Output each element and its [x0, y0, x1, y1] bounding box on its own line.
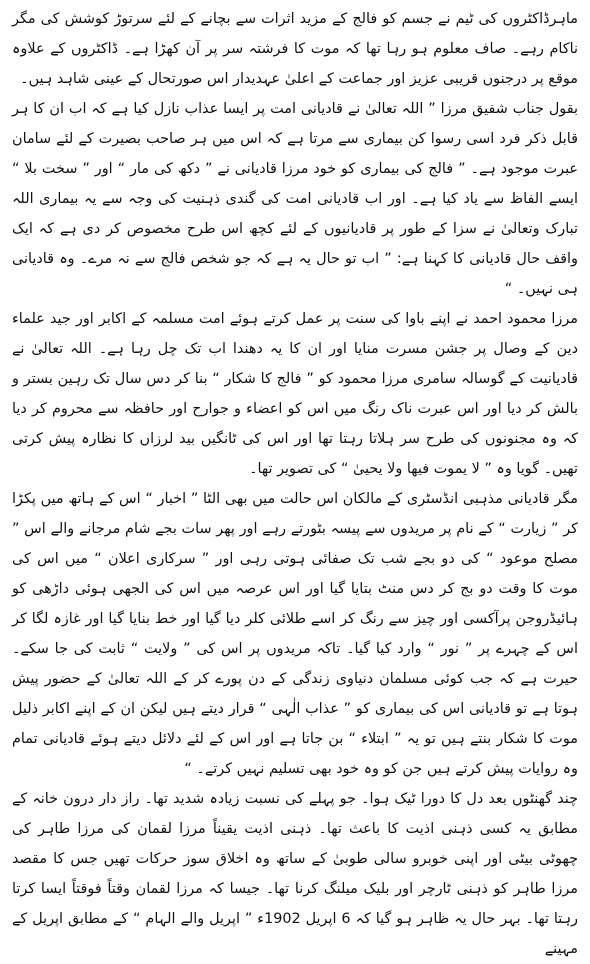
paragraph-5: چند گھنٹوں بعد دل کا دورا ٹیک ہوا۔ جو پہلے کی نسبت زیادہ شدید تھا۔ راز دار درون خانہ کے مطابق یہ کسی ذہنی اذیت کا باعث تھا۔ ذہنی اذیت یقیناً مرزا لقمان کی مرزا طاہر کی چھوٹی بیٹی اور اپنی خوبرو سالی طوبیٰ کے ساتھ وہ اخلاق سوز حرکات تھیں جس کا مقصد مرزا طاہر کو ذہنی ٹارچر اور بلیک میلنگ کرنا تھا۔ جیسا کہ مرزا لقمان وقتاً فوقتاً ایسا کرتا رہتا تھا۔ بہر حال یہ ظاہر ہو گیا کہ 6 اپریل 1902ء ” اپریل والے الہام “ کے مطابق اپریل کے مہینے — [12, 791, 578, 957]
paragraph-4: مگر قادیانی مذہبی انڈسٹری کے مالکان اس حالت میں بھی الٹا ” اخبار “ اس کے ہاتھ میں پکڑا کر ” زیارت “ کے نام پر مریدوں سے پیسہ بٹورتے رہے اور پھر سات بجے شام مرجانے والے اس ” مصلح موعود “ کی دو بجے شب تک صفائی ہوتی رہی اور ” سرکاری اعلان “ میں اس کی موت کا وقت دو بج کر دس منٹ بتایا گیا اور اس عرصہ میں اس کی الجھی ہوئی داڑھی کو ہائیڈروجن پرآکسی اور چیز سے رنگ کر اسے طلائی کلر دیا گیا اور خط بنایا گیا اور غازہ لگا کر اس کے چہرے پر ” نور “ وارد کیا گیا۔ تاکہ مریدوں پر اس کی ” ولایت “ ثابت کی جا سکے۔ حیرت ہے کہ جب کوئی مسلمان دنیاوی زندگی کے دن پورے کر کے اللہ تعالیٰ کے حضور پیش ہوتا ہے تو قادیانی اس کی بیماری کو ” عذاب الٰہی “ قرار دیتے ہیں لیکن ان کے اپنے اکابر ذلیل موت کا شکار بنتے ہیں تو یہ ” ابتلاء “ بن جاتا ہے اور اس کے لئے دلائل دیتے ہوئے قادیانی تمام وہ روایات پیش کرتے ہیں جن کو وہ خود بھی تسلیم نہیں کرتے۔ “ — [12, 491, 578, 777]
paragraph-1: ماہرڈاکٹروں کی ٹیم نے جسم کو فالج کے مزید اثرات سے بچانے کے لئے سرتوڑ کوشش کی مگر ناکام رہے۔ صاف معلوم ہو رہا تھا کہ موت کا فرشتہ سر پر آن کھڑا ہے۔ ڈاکٹروں کے علاوہ موقع پر درجنوں قریبی عزیز اور جماعت کے اعلیٰ عہدیدار اس صورتحال کے عینی شاہد ہیں۔ — [12, 11, 578, 87]
paragraph-2: بقول جناب شفیق مرزا ” اللہ تعالیٰ نے قادیانی امت پر ایسا عذاب نازل کیا ہے کہ اب ان کا ہر قابل ذکر فرد اسی رسوا کن بیماری سے مرتا ہے کہ اس میں ہر صاحب بصیرت کے لئے سامان عبرت موجود ہے۔ ” فالج کی بیماری کو خود مرزا قادیانی نے ” دکھ کی مار “ اور ” سخت بلا “ ایسے الفاظ سے یاد کیا ہے۔ اور اب قادیانی امت کی گندی ذہنیت کی وجہ سے یہ بیماری اللہ تبارک وتعالیٰ نے سزا کے طور پر قادیانیوں کے لئے کچھ اس طرح مخصوص کر دی ہے کہ ایک واقف حال قادیانی کا کہنا ہے: ” اب تو حال یہ ہے کہ جو شخص فالج سے نہ مرے۔ وہ قادیانی ہی نہیں۔ “ — [12, 101, 578, 297]
paragraph-3: مرزا محمود احمد نے اپنے باوا کی سنت پر عمل کرتے ہوئے امت مسلمہ کے اکابر اور جید علماء دین کے وصال پر جشن مسرت منایا اور ان کا یہ دھندا اب تک چل رہا ہے۔ اللہ تعالیٰ نے قادیانیت کے گوسالہ سامری مرزا محمود کو ” فالج کا شکار “ بنا کر دس سال تک رہین بستر و بالش کر دیا اور اس عبرت ناک رنگ میں اس کو اعضاء و جوارح اور حافظہ سے محروم کر دیا کہ وہ مجنونوں کی طرح سر ہلاتا رہتا تھا اور اس کی ٹانگیں بید لرزاں کا نظارہ پیش کرتی تھیں۔ گویا وہ ” لا یموت فیھا ولا یحییٰ “ کی تصویر تھا۔ — [12, 311, 578, 477]
